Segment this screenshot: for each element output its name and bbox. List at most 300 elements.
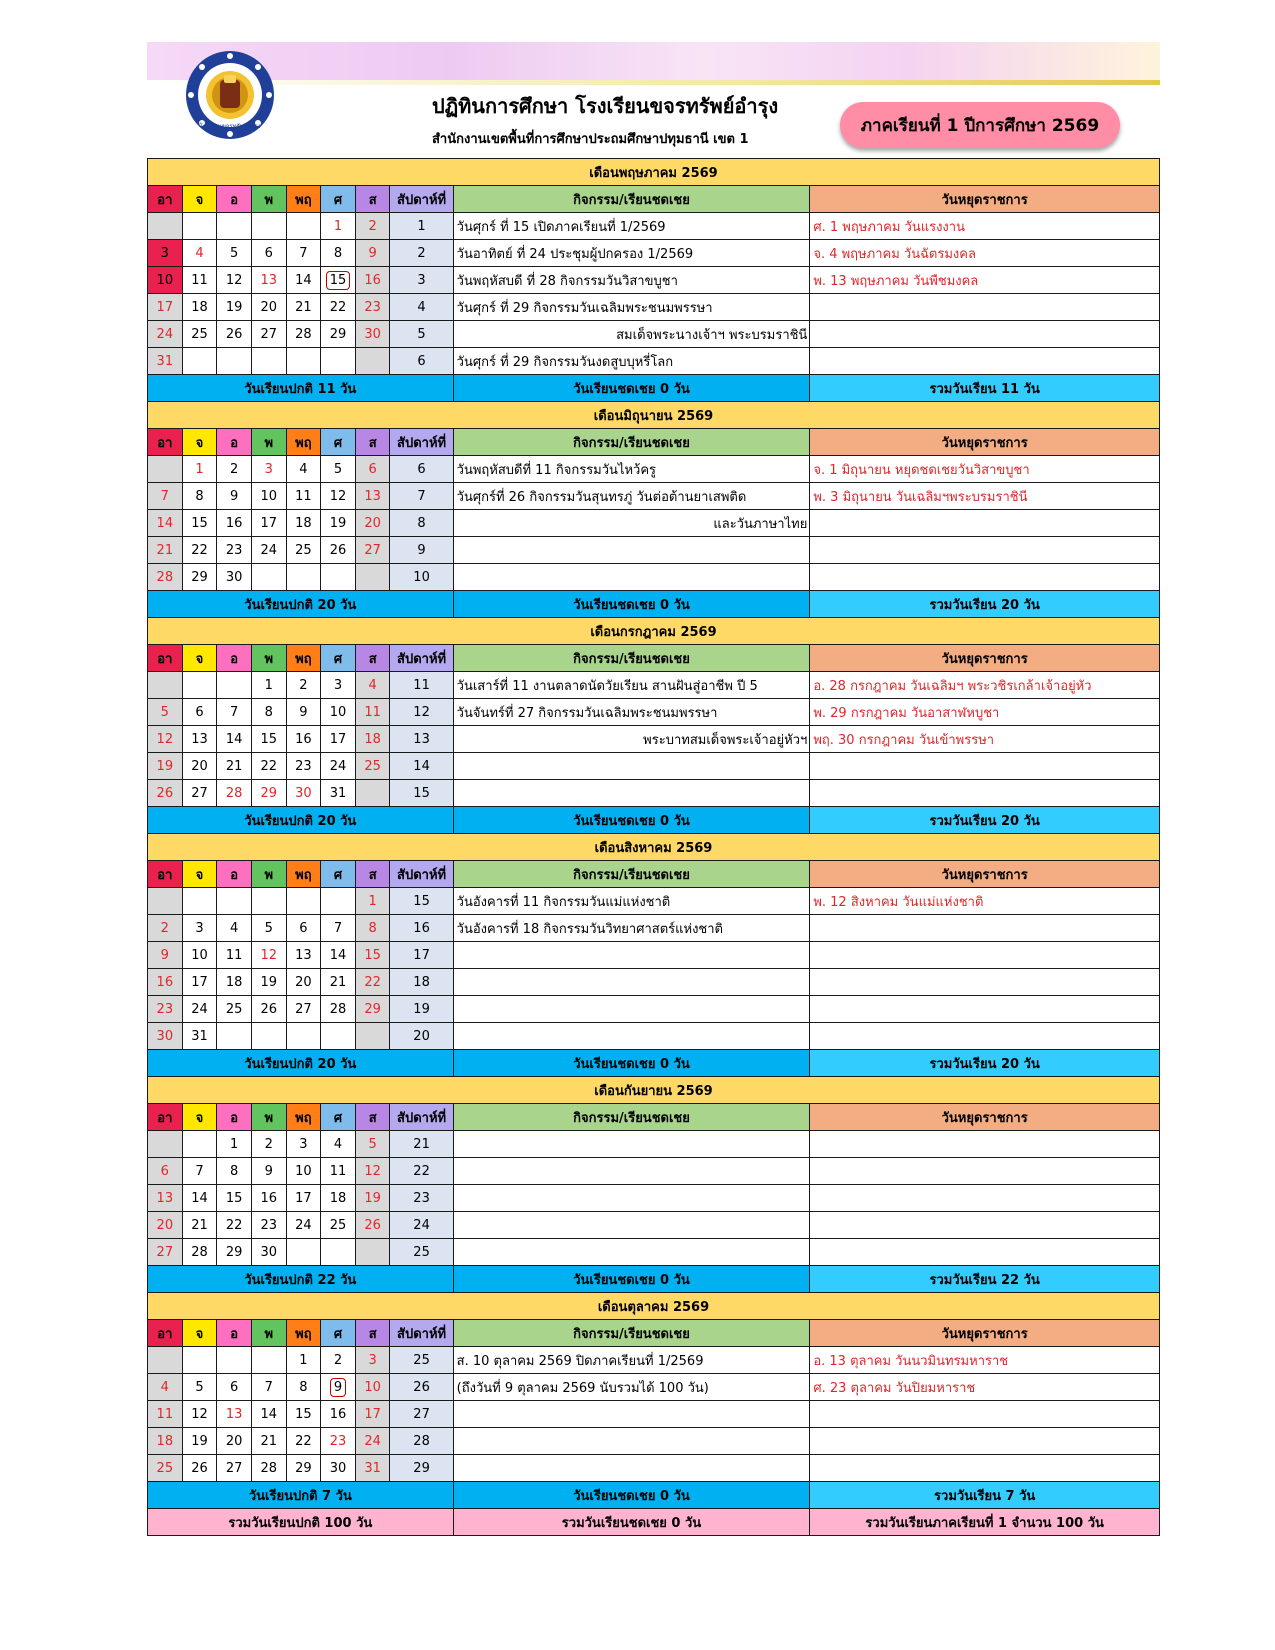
holiday-cell: [810, 1023, 1160, 1050]
day-cell: 6: [148, 1158, 183, 1185]
week-row: [148, 564, 1160, 591]
day-cell: 2: [217, 456, 252, 483]
day-header: จ: [182, 1104, 217, 1131]
day-cell: 22: [251, 753, 286, 780]
day-cell: [148, 456, 183, 483]
week-number: 17: [390, 942, 453, 969]
day-cell: 31: [355, 1455, 390, 1482]
day-cell: [321, 348, 356, 375]
day-cell: 27: [182, 780, 217, 807]
day-cell: [182, 672, 217, 699]
week-number: 21: [390, 1131, 453, 1158]
page-title: ปฏิทินการศึกษา โรงเรียนขจรทรัพย์อำรุง: [432, 94, 779, 118]
day-header: จ: [182, 861, 217, 888]
day-cell: 16: [286, 726, 321, 753]
day-cell: 25: [286, 537, 321, 564]
column-header-row: [148, 186, 1160, 213]
day-cell: 3: [321, 672, 356, 699]
day-cell: 15: [251, 726, 286, 753]
day-cell: 16: [148, 969, 183, 996]
day-cell: 22: [355, 969, 390, 996]
day-cell: 19: [251, 969, 286, 996]
holiday-cell: [810, 1131, 1160, 1158]
day-cell: 19: [321, 510, 356, 537]
day-header: อ: [217, 645, 252, 672]
activity-cell: [453, 996, 810, 1023]
header-decorative-band: [147, 42, 1160, 80]
week-header: สัปดาห์ที่: [390, 186, 453, 213]
day-cell: 14: [321, 942, 356, 969]
holiday-cell: [810, 1212, 1160, 1239]
day-header: ศ: [321, 1104, 356, 1131]
holiday-cell: [810, 753, 1160, 780]
day-cell: 26: [251, 996, 286, 1023]
header-divider: [147, 80, 1160, 85]
total-days-summary: รวมวันเรียน 20 วัน: [810, 591, 1160, 618]
week-header: สัปดาห์ที่: [390, 861, 453, 888]
day-cell: 9: [355, 240, 390, 267]
day-cell: 6: [251, 240, 286, 267]
holiday-cell: [810, 1185, 1160, 1212]
holiday-header: วันหยุดราชการ: [810, 186, 1160, 213]
day-header: อา: [148, 1104, 183, 1131]
activity-cell: [453, 780, 810, 807]
day-cell: 15: [217, 1185, 252, 1212]
day-cell: 19: [182, 1428, 217, 1455]
day-cell: 23: [355, 294, 390, 321]
day-cell: 22: [321, 294, 356, 321]
activity-cell: [453, 537, 810, 564]
holiday-cell: [810, 915, 1160, 942]
week-row: [148, 483, 1160, 510]
day-cell: 3: [286, 1131, 321, 1158]
activity-cell: วันศุกร์ ที่ 29 กิจกรรมวันเฉลิมพระชนมพรรษา: [453, 294, 810, 321]
week-number: 15: [390, 888, 453, 915]
day-cell: [321, 1023, 356, 1050]
week-number: 10: [390, 564, 453, 591]
week-number: 11: [390, 672, 453, 699]
holiday-cell: [810, 294, 1160, 321]
day-cell: 21: [321, 969, 356, 996]
makeup-days-summary: วันเรียนชดเชย 0 วัน: [453, 1482, 810, 1509]
month-title: เดือนสิงหาคม 2569: [148, 834, 1160, 861]
day-cell: [217, 672, 252, 699]
activity-cell: และวันภาษาไทย: [453, 510, 810, 537]
day-cell: 21: [148, 537, 183, 564]
activity-header: กิจกรรม/เรียนชดเชย: [453, 1320, 810, 1347]
activity-header: กิจกรรม/เรียนชดเชย: [453, 861, 810, 888]
day-cell: 22: [217, 1212, 252, 1239]
day-cell: 8: [251, 699, 286, 726]
day-cell: 27: [355, 537, 390, 564]
holiday-header: วันหยุดราชการ: [810, 1320, 1160, 1347]
day-header: ส: [355, 861, 390, 888]
day-cell: [217, 213, 252, 240]
day-cell: 29: [251, 780, 286, 807]
activity-cell: วันอังคารที่ 18 กิจกรรมวันวิทยาศาสตร์แห่งชาติ: [453, 915, 810, 942]
day-cell: 28: [182, 1239, 217, 1266]
day-cell: 3: [251, 456, 286, 483]
day-cell: 1: [251, 672, 286, 699]
month-summary-row: [148, 375, 1160, 402]
day-header: จ: [182, 645, 217, 672]
day-header: จ: [182, 186, 217, 213]
day-cell: 5: [321, 456, 356, 483]
holiday-header: วันหยุดราชการ: [810, 1104, 1160, 1131]
week-row: [148, 267, 1160, 294]
week-row: [148, 699, 1160, 726]
day-cell: 4: [148, 1374, 183, 1401]
day-cell: 5: [355, 1131, 390, 1158]
day-cell: 11: [321, 1158, 356, 1185]
day-number-circled: 9: [330, 1378, 346, 1397]
makeup-days-summary: วันเรียนชดเชย 0 วัน: [453, 591, 810, 618]
month-summary-row: [148, 807, 1160, 834]
week-number: 29: [390, 1455, 453, 1482]
day-cell: 26: [182, 1455, 217, 1482]
week-row: [148, 1158, 1160, 1185]
holiday-cell: พ. 13 พฤษภาคม วันพืชมงคล: [810, 267, 1160, 294]
activity-cell: ส. 10 ตุลาคม 2569 ปิดภาคเรียนที่ 1/2569: [453, 1347, 810, 1374]
day-cell: 10: [148, 267, 183, 294]
day-cell: 18: [286, 510, 321, 537]
day-header: ศ: [321, 861, 356, 888]
week-row: [148, 1401, 1160, 1428]
grand-total-row: [148, 1509, 1160, 1536]
day-cell: 14: [251, 1401, 286, 1428]
day-cell: 6: [182, 699, 217, 726]
day-cell: [286, 564, 321, 591]
week-header: สัปดาห์ที่: [390, 1104, 453, 1131]
day-cell: 12: [321, 483, 356, 510]
week-number: 28: [390, 1428, 453, 1455]
day-cell: 16: [355, 267, 390, 294]
week-number: 19: [390, 996, 453, 1023]
month-header-row: [148, 834, 1160, 861]
day-header: พฤ: [286, 1104, 321, 1131]
day-cell: 13: [355, 483, 390, 510]
activity-cell: [453, 969, 810, 996]
day-cell: 2: [286, 672, 321, 699]
makeup-days-summary: วันเรียนชดเชย 0 วัน: [453, 375, 810, 402]
day-cell: 10: [286, 1158, 321, 1185]
holiday-cell: ศ. 23 ตุลาคม วันปิยมหาราช: [810, 1374, 1160, 1401]
activity-header: กิจกรรม/เรียนชดเชย: [453, 429, 810, 456]
day-header: ส: [355, 429, 390, 456]
day-cell: [321, 888, 356, 915]
holiday-cell: จ. 4 พฤษภาคม วันฉัตรมงคล: [810, 240, 1160, 267]
week-number: 16: [390, 915, 453, 942]
week-header: สัปดาห์ที่: [390, 645, 453, 672]
day-cell: 13: [217, 1401, 252, 1428]
day-cell: 25: [182, 321, 217, 348]
week-row: [148, 726, 1160, 753]
normal-days-summary: วันเรียนปกติ 20 วัน: [148, 807, 454, 834]
activity-cell: (ถึงวันที่ 9 ตุลาคม 2569 นับรวมได้ 100 วัน): [453, 1374, 810, 1401]
holiday-header: วันหยุดราชการ: [810, 861, 1160, 888]
activity-cell: วันอาทิตย์ ที่ 24 ประชุมผู้ปกครอง 1/2569: [453, 240, 810, 267]
activity-cell: [453, 564, 810, 591]
day-cell: 15: [286, 1401, 321, 1428]
day-header: ส: [355, 645, 390, 672]
week-row: [148, 996, 1160, 1023]
day-cell: 1: [286, 1347, 321, 1374]
day-header: ส: [355, 1104, 390, 1131]
day-cell: [286, 1239, 321, 1266]
month-header-row: [148, 1077, 1160, 1104]
column-header-row: [148, 429, 1160, 456]
day-cell: [148, 1131, 183, 1158]
day-cell: 18: [148, 1428, 183, 1455]
day-cell: 18: [355, 726, 390, 753]
total-days-summary: รวมวันเรียน 11 วัน: [810, 375, 1160, 402]
column-header-row: [148, 1320, 1160, 1347]
week-number: 25: [390, 1239, 453, 1266]
day-header: อ: [217, 861, 252, 888]
normal-days-summary: วันเรียนปกติ 11 วัน: [148, 375, 454, 402]
day-header: พฤ: [286, 645, 321, 672]
day-cell: [182, 213, 217, 240]
day-header: อา: [148, 861, 183, 888]
day-cell: 13: [251, 267, 286, 294]
day-cell: 20: [182, 753, 217, 780]
day-cell: 24: [286, 1212, 321, 1239]
week-row: [148, 672, 1160, 699]
day-cell: 28: [321, 996, 356, 1023]
day-cell: 1: [321, 213, 356, 240]
activity-cell: วันศุกร์ ที่ 29 กิจกรรมวันงดสูบบุหรี่โลก: [453, 348, 810, 375]
week-row: [148, 942, 1160, 969]
week-number: 9: [390, 537, 453, 564]
day-cell: 14: [182, 1185, 217, 1212]
day-cell: 7: [217, 699, 252, 726]
holiday-cell: [810, 1239, 1160, 1266]
holiday-cell: [810, 969, 1160, 996]
day-cell: 7: [148, 483, 183, 510]
week-row: [148, 456, 1160, 483]
day-cell: [251, 564, 286, 591]
day-cell: 16: [251, 1185, 286, 1212]
day-header: ส: [355, 186, 390, 213]
week-row: [148, 1131, 1160, 1158]
day-cell: [355, 1239, 390, 1266]
day-cell: 19: [217, 294, 252, 321]
activity-header: กิจกรรม/เรียนชดเชย: [453, 645, 810, 672]
day-header: อ: [217, 1320, 252, 1347]
day-cell: [217, 348, 252, 375]
day-cell: 12: [182, 1401, 217, 1428]
month-summary-row: [148, 1482, 1160, 1509]
day-header: พ: [251, 861, 286, 888]
day-cell: 4: [355, 672, 390, 699]
column-header-row: [148, 1104, 1160, 1131]
day-cell: [217, 1347, 252, 1374]
day-header: อา: [148, 645, 183, 672]
day-cell: 21: [251, 1428, 286, 1455]
day-cell: [217, 1023, 252, 1050]
day-cell: 4: [217, 915, 252, 942]
week-header: สัปดาห์ที่: [390, 429, 453, 456]
day-cell: 14: [217, 726, 252, 753]
activity-cell: [453, 1158, 810, 1185]
day-cell: 30: [286, 780, 321, 807]
day-cell: 1: [217, 1131, 252, 1158]
day-cell: 10: [182, 942, 217, 969]
day-cell: 20: [148, 1212, 183, 1239]
holiday-cell: [810, 564, 1160, 591]
day-cell: 8: [286, 1374, 321, 1401]
day-cell: [182, 348, 217, 375]
day-header: ศ: [321, 1320, 356, 1347]
week-row: [148, 1239, 1160, 1266]
day-cell: [286, 348, 321, 375]
day-cell: [148, 1347, 183, 1374]
week-number: 6: [390, 456, 453, 483]
day-cell: 29: [286, 1455, 321, 1482]
week-row: [148, 780, 1160, 807]
day-cell: 5: [251, 915, 286, 942]
day-number-circled: 15: [326, 271, 351, 290]
holiday-cell: พ. 3 มิถุนายน วันเฉลิมฯพระบรมราชินี: [810, 483, 1160, 510]
week-number: 24: [390, 1212, 453, 1239]
day-header: ศ: [321, 429, 356, 456]
day-cell: 11: [217, 942, 252, 969]
day-cell: 27: [148, 1239, 183, 1266]
holiday-cell: [810, 510, 1160, 537]
day-cell: 12: [251, 942, 286, 969]
grand-total-days: รวมวันเรียนภาคเรียนที่ 1 จำนวน 100 วัน: [810, 1509, 1160, 1536]
month-title: เดือนกรกฎาคม 2569: [148, 618, 1160, 645]
day-cell: 29: [355, 996, 390, 1023]
holiday-cell: [810, 1158, 1160, 1185]
holiday-cell: [810, 1428, 1160, 1455]
day-cell: [321, 564, 356, 591]
activity-cell: สมเด็จพระนางเจ้าฯ พระบรมราชินี: [453, 321, 810, 348]
week-number: 8: [390, 510, 453, 537]
day-header: พ: [251, 429, 286, 456]
column-header-row: [148, 645, 1160, 672]
day-cell: [148, 888, 183, 915]
day-header: พ: [251, 1320, 286, 1347]
makeup-days-summary: วันเรียนชดเชย 0 วัน: [453, 807, 810, 834]
week-row: [148, 969, 1160, 996]
day-cell: 18: [217, 969, 252, 996]
day-cell: 14: [148, 510, 183, 537]
normal-days-summary: วันเรียนปกติ 7 วัน: [148, 1482, 454, 1509]
day-cell: 27: [217, 1455, 252, 1482]
day-header: อา: [148, 429, 183, 456]
day-header: พ: [251, 1104, 286, 1131]
column-header-row: [148, 861, 1160, 888]
day-header: พ: [251, 186, 286, 213]
day-cell: 20: [217, 1428, 252, 1455]
day-cell: 13: [286, 942, 321, 969]
day-header: ศ: [321, 645, 356, 672]
day-cell: 15: [182, 510, 217, 537]
day-cell: 10: [321, 699, 356, 726]
month-title: เดือนตุลาคม 2569: [148, 1293, 1160, 1320]
day-cell: 9: [217, 483, 252, 510]
activity-cell: [453, 1212, 810, 1239]
day-cell: 10: [355, 1374, 390, 1401]
day-cell: 29: [321, 321, 356, 348]
holiday-cell: [810, 780, 1160, 807]
day-cell: [148, 213, 183, 240]
week-row: [148, 213, 1160, 240]
week-header: สัปดาห์ที่: [390, 1320, 453, 1347]
day-cell: 29: [182, 564, 217, 591]
day-cell: 26: [148, 780, 183, 807]
week-row: [148, 1455, 1160, 1482]
day-cell: 30: [251, 1239, 286, 1266]
day-cell: [251, 1347, 286, 1374]
day-cell: 10: [251, 483, 286, 510]
holiday-cell: อ. 28 กรกฎาคม วันเฉลิมฯ พระวชิรเกล้าเจ้าอยู่หัว: [810, 672, 1160, 699]
day-header: ส: [355, 1320, 390, 1347]
day-cell: 23: [148, 996, 183, 1023]
day-cell: 16: [217, 510, 252, 537]
week-number: 6: [390, 348, 453, 375]
week-row: [148, 1347, 1160, 1374]
day-cell: 31: [148, 348, 183, 375]
month-header-row: [148, 402, 1160, 429]
day-header: อา: [148, 1320, 183, 1347]
day-header: พฤ: [286, 429, 321, 456]
page-subtitle: สำนักงานเขตพื้นที่การศึกษาประถมศึกษาปทุมธานี เขต 1: [432, 132, 749, 147]
week-number: 5: [390, 321, 453, 348]
day-header: จ: [182, 429, 217, 456]
day-cell: [321, 267, 356, 294]
day-cell: 26: [321, 537, 356, 564]
holiday-cell: [810, 348, 1160, 375]
school-logo-icon: [185, 50, 275, 140]
week-row: [148, 348, 1160, 375]
holiday-cell: ศ. 1 พฤษภาคม วันแรงงาน: [810, 213, 1160, 240]
day-cell: [355, 564, 390, 591]
day-cell: 2: [321, 1347, 356, 1374]
week-number: 2: [390, 240, 453, 267]
day-cell: 27: [251, 321, 286, 348]
day-cell: 19: [148, 753, 183, 780]
holiday-cell: [810, 1455, 1160, 1482]
week-number: 12: [390, 699, 453, 726]
week-row: [148, 1374, 1160, 1401]
day-cell: 20: [355, 510, 390, 537]
day-cell: 19: [355, 1185, 390, 1212]
day-cell: 17: [182, 969, 217, 996]
week-number: 4: [390, 294, 453, 321]
day-cell: 11: [182, 267, 217, 294]
day-cell: 4: [182, 240, 217, 267]
day-cell: 30: [217, 564, 252, 591]
page-header: [147, 42, 1160, 154]
holiday-cell: พ. 12 สิงหาคม วันแม่แห่งชาติ: [810, 888, 1160, 915]
day-header: จ: [182, 1320, 217, 1347]
week-row: [148, 753, 1160, 780]
activity-cell: [453, 1455, 810, 1482]
day-cell: 14: [286, 267, 321, 294]
activity-cell: [453, 753, 810, 780]
activity-cell: วันศุกร์ ที่ 15 เปิดภาคเรียนที่ 1/2569: [453, 213, 810, 240]
day-cell: 29: [217, 1239, 252, 1266]
month-title: เดือนมิถุนายน 2569: [148, 402, 1160, 429]
month-summary-row: [148, 591, 1160, 618]
week-number: 15: [390, 780, 453, 807]
day-cell: 23: [321, 1428, 356, 1455]
day-cell: 6: [286, 915, 321, 942]
day-cell: [355, 1023, 390, 1050]
day-cell: [286, 1023, 321, 1050]
